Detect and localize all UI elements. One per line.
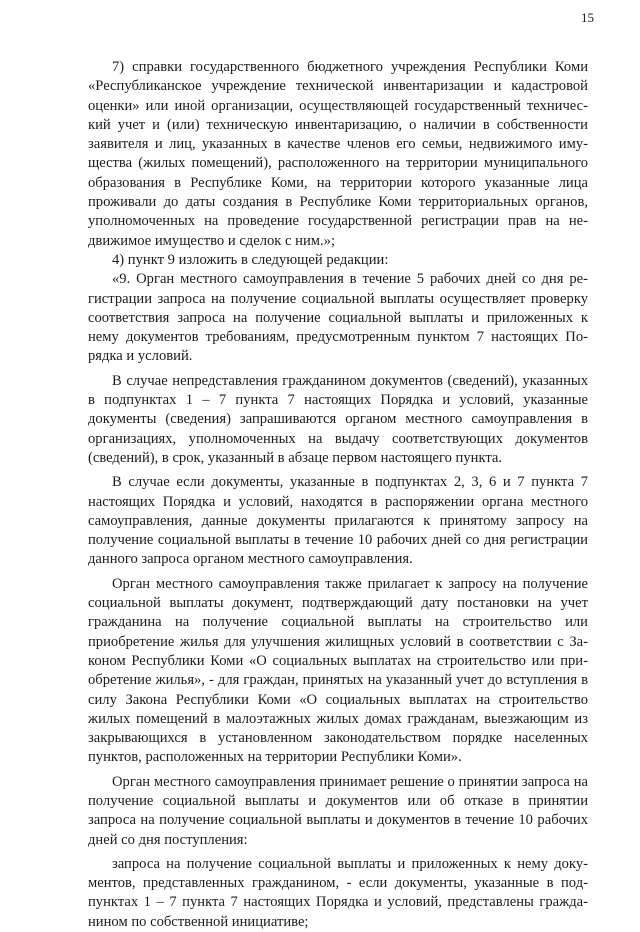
paragraph-item-4-intro: 4) пункт 9 изложить в следующей редакции:	[112, 251, 389, 268]
document-body	[88, 58, 588, 932]
paragraph-item-7: 7) справки государственного бюджетного учреждения Республики Коми «Республиканское учреждение технической инвентаризации и кадастровой оценки» или иной организации, осуществляющей государственный технический учет и (или) техническую инвентаризацию, о наличии в собственности заявителя и лиц, указанных в качестве членов его семьи, недвижимого имущества (жилых помещений), расположенного на территории муниципального образования в Республике Коми, на территории которого указанные лица проживали до даты создания в Республике Коми территориальных органов, уполномоченных на проведение государственной регистрации прав на недвижимое имущество и сделок с ним.»;	[88, 59, 588, 249]
paragraph-registration-date: Орган местного самоуправления также прилагает к запросу на получение социальной выплаты документ, подтверждающий дату постановки на учет гражданина на получение социальной выплаты на строительство или приобретение жилья для улучшения жилищных условий в соответствии с Законом Республики Коми «О социальных выплатах на строительство или приобретение жилья», - для граждан, принятых на указанный учет до вступления в силу Закона Республики Коми «О социальных выплатах на строительство жилых помещений в малоэтажных жилых домах гражданам, выезжающим из закрывающихся в установленном законодательством порядке населенных пунктов, расположенных на территории Республики Коми».	[88, 575, 588, 766]
page-number: 15	[581, 10, 594, 25]
paragraph-documents-held: В случае если документы, указанные в подпунктах 2, 3, 6 и 7 пункта 7 настоящих Порядка и условий, находятся в распоряжении органа местного самоуправления, данные документы прилагаются к принятому запросу на получение социальной выплаты в течение 10 рабочих дней со дня регистрации данного запроса органом местного самоуправления.	[88, 474, 588, 568]
paragraph-decision: Орган местного самоуправления принимает решение о принятии запроса на получение социальной выплаты и документов или об отказе в принятии запроса на получение социальной выплаты и документов в течение 10 рабочих дней со дня поступления:	[88, 773, 588, 848]
paragraph-point-9: «9. Орган местного самоуправления в течение 5 рабочих дней со дня регистрации запроса на получение социальной выплаты осуществляет проверку соответствия запроса на получение социальной выплаты и приложенных к нему документов требованиям, предусмотренным пунктом 7 настоящих Порядка и условий.	[88, 271, 588, 365]
paragraph-non-submission: В случае непредставления гражданином документов (сведений), указанных в подпунктах 1 – 7 пункта 7 настоящих Порядка и условий, указанные документы (сведения) запрашиваются органом местного самоуправления в организациях, уполномоченных на выдачу соответствующих документов (сведений), в срок, указанный в абзаце первом настоящего пункта.	[88, 372, 588, 466]
paragraph-request-submission: запроса на получение социальной выплаты и приложенных к нему документов, представленных гражданином, - если документы, указанные в подпунктах 1 – 7 пункта 7 настоящих Порядка и условий, представлены гражданином по собственной инициативе;	[88, 855, 588, 930]
